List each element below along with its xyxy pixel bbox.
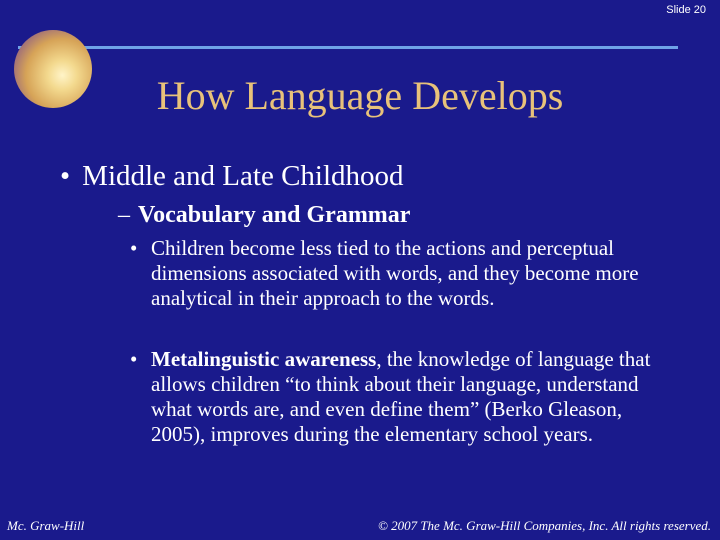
footer-publisher: Mc. Graw-Hill bbox=[7, 518, 85, 533]
dash-icon: – bbox=[118, 202, 130, 228]
bullet-dot-icon: • bbox=[60, 160, 71, 192]
bullet-level-1 bbox=[60, 160, 404, 193]
key-term-definition: , the knowledge of language that allows children “to think about their language, understand what words are, and even define them” (Berko Gleason, 2005), improves during the elementary school years. bbox=[151, 347, 651, 446]
bullet-level-2 bbox=[118, 202, 410, 229]
slide-number: Slide 20 bbox=[666, 4, 706, 16]
footer-copyright: © 2007 The Mc. Graw-Hill Companies, Inc. All rights reserved. bbox=[377, 518, 711, 533]
bullet-level-1-text: Middle and Late Childhood bbox=[82, 160, 404, 192]
bullet-level-3-text: Children become less tied to the actions and perceptual dimensions associated with words, and they become more analytical in their approach to the words. bbox=[151, 236, 639, 310]
bullet-level-3-item bbox=[130, 236, 670, 311]
header-rule bbox=[18, 46, 678, 49]
bullet-dot-icon: • bbox=[130, 236, 138, 260]
bullet-level-3-text bbox=[151, 347, 670, 447]
slide-title: How Language Develops bbox=[156, 73, 564, 118]
bullet-level-2-text: Vocabulary and Grammar bbox=[138, 202, 411, 228]
bullet-dot-icon: • bbox=[130, 347, 138, 371]
bullet-level-3-item bbox=[130, 347, 670, 447]
key-term: Metalinguistic awareness bbox=[151, 347, 377, 371]
